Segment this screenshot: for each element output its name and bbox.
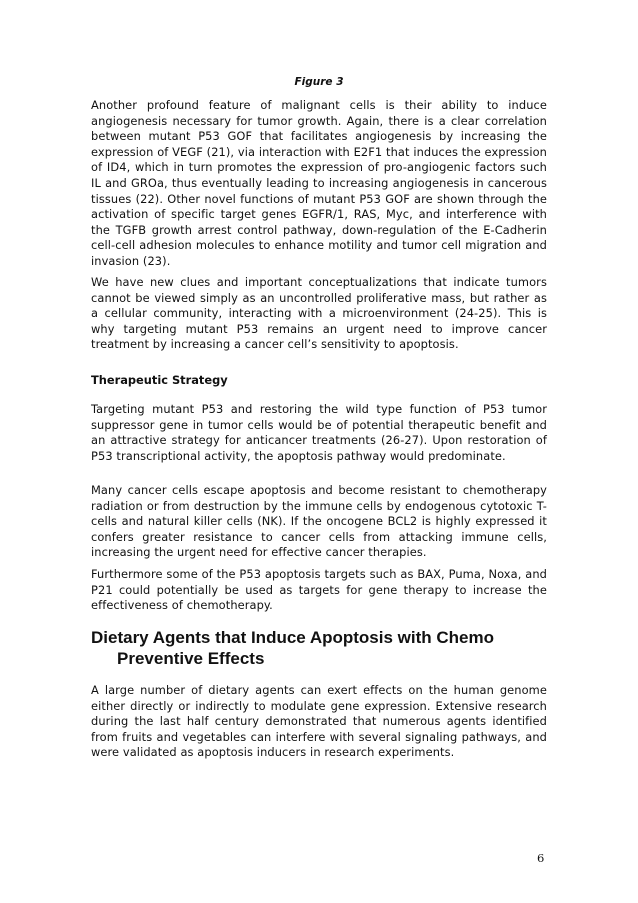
paragraph-gene-therapy: Furthermore some of the P53 apoptosis targets such as BAX, Puma, Noxa, and P21 could potentially be used as targets for gene therapy to increase the effectiveness of chemotherapy. (91, 567, 547, 613)
section-heading (91, 627, 547, 669)
section-heading-line2: Preventive Effects (117, 649, 265, 668)
paragraph-microenvironment: We have new clues and important conceptualizations that indicate tumors cannot be viewed simply as an uncontrolled proliferative mass, but rather as a cellular community, interacting with a microenvironment (24-25). This is why targeting mutant P53 remains an urgent need to improve cancer treatment by increasing a cancer cell’s sensitivity to apoptosis. (91, 275, 547, 352)
paragraph-targeting-p53: Targeting mutant P53 and restoring the wild type function of P53 tumor suppressor gene in tumor cells would be of potential therapeutic benefit and an attractive strategy for anticancer treatments (26-27). Upon restoration of P53 transcriptional activity, the apoptosis pathway would predominate. (91, 402, 547, 463)
figure-caption: Figure 3 (294, 76, 344, 88)
paragraph-dietary-agents: A large number of dietary agents can exert effects on the human genome either directly or indirectly to modulate gene expression. Extensive research during the last half century demonstrated that numerous agents identified from fruits and vegetables can interfere with several signaling pathways, and were validated as apoptosis inducers in research experiments. (91, 683, 547, 760)
page-number: 6 (537, 851, 545, 865)
subheading-therapeutic-strategy: Therapeutic Strategy (91, 373, 228, 387)
section-heading-line1: Dietary Agents that Induce Apoptosis with Chemo (91, 628, 494, 647)
paragraph-angiogenesis: Another profound feature of malignant cells is their ability to induce angiogenesis necessary for tumor growth. Again, there is a clear correlation between mutant P53 GOF that facilitates angiogenesis by increasing the expression of VEGF (21), via interaction with E2F1 that induces the expression of ID4, which in turn promotes the expression of pro-angiogenic factors such IL and GROa, thus eventually leading to increasing angiogenesis in cancerous tissues (22). Other novel functions of mutant P53 GOF are shown through the activation of specific target genes EGFR/1, RAS, Myc, and interference with the TGFB growth arrest control pathway, down-regulation of the E-Cadherin cell-cell adhesion molecules to enhance motility and tumor cell migration and invasion (23). (91, 98, 547, 268)
paragraph-apoptosis-escape: Many cancer cells escape apoptosis and become resistant to chemotherapy radiation or from destruction by the immune cells by endogenous cytotoxic T-cells and natural killer cells (NK). If the oncogene BCL2 is highly expressed it confers greater resistance to cancer cells from attacking immune cells, increasing the urgent need for effective cancer therapies. (91, 483, 547, 560)
